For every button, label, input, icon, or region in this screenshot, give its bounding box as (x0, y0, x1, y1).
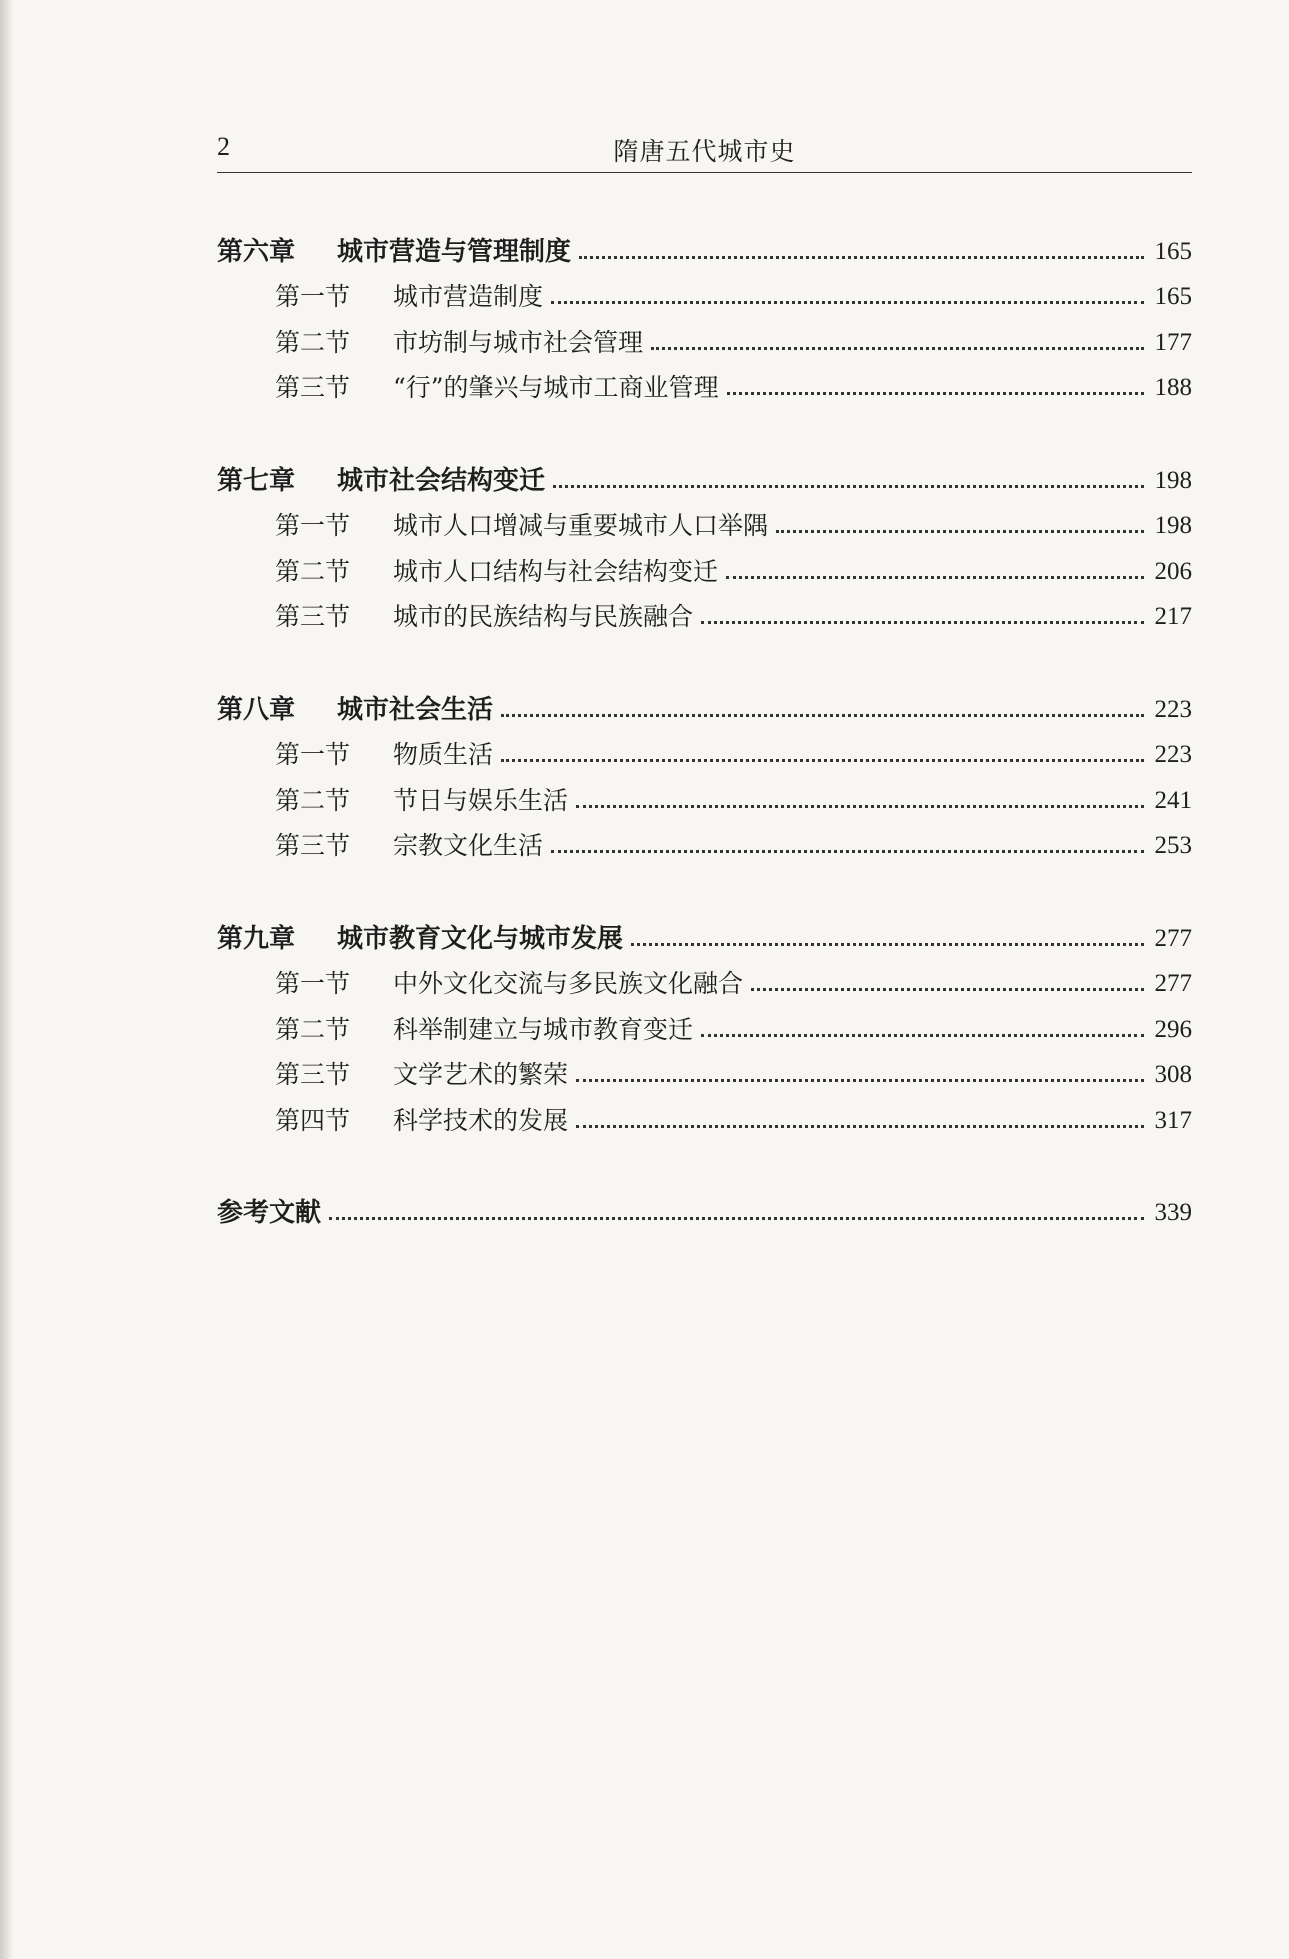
dot-leader (631, 942, 1144, 946)
section-number: 第三节 (275, 831, 351, 860)
chapter-spacer (217, 405, 1192, 452)
chapter-title: 参考文献 (217, 1198, 322, 1228)
chapter-number: 第九章 (217, 923, 296, 954)
toc-section-entry[interactable] (217, 772, 1192, 818)
chapter-title: 城市营造与管理制度 (337, 236, 572, 267)
section-title: 市坊制与城市社会管理 (393, 327, 644, 357)
chapter-number: 第七章 (217, 465, 296, 496)
dot-leader (329, 1216, 1144, 1220)
section-page-number: 198 (1154, 512, 1192, 539)
chapter-page-number: 277 (1154, 924, 1192, 952)
dot-leader (776, 529, 1144, 533)
section-title: 科举制建立与城市教育变迁 (393, 1014, 694, 1044)
section-title: “行”的肇兴与城市工商业管理 (393, 373, 719, 402)
dot-leader (576, 1078, 1144, 1082)
dot-leader (501, 713, 1144, 717)
dot-leader (553, 484, 1144, 488)
section-number: 第四节 (275, 1105, 351, 1135)
toc-section-entry[interactable] (217, 727, 1192, 773)
toc-chapter-entry[interactable] (217, 910, 1192, 956)
toc-section-entry[interactable] (217, 956, 1192, 1002)
section-number: 第一节 (275, 740, 351, 769)
dot-leader (579, 255, 1144, 259)
chapter-number: 第六章 (217, 236, 296, 267)
chapter-page-number: 223 (1154, 695, 1192, 723)
section-page-number: 177 (1154, 328, 1192, 356)
chapter-spacer (217, 634, 1192, 681)
section-page-number: 206 (1154, 557, 1192, 585)
section-number: 第二节 (275, 327, 351, 357)
chapter-spacer (217, 863, 1192, 910)
running-header (217, 128, 1192, 173)
section-page-number: 253 (1154, 832, 1192, 859)
section-number: 第三节 (275, 602, 351, 631)
toc-section-entry[interactable] (217, 1047, 1192, 1093)
section-title: 物质生活 (393, 740, 494, 769)
section-title: 城市营造制度 (393, 282, 544, 311)
section-number: 第一节 (275, 511, 351, 540)
dot-leader (701, 1033, 1144, 1037)
chapter-title: 城市社会生活 (337, 694, 494, 725)
section-page-number: 296 (1154, 1015, 1192, 1043)
toc-section-entry[interactable] (217, 1001, 1192, 1047)
toc-chapter-entry[interactable] (217, 223, 1192, 269)
dot-leader (551, 849, 1144, 853)
toc-section-entry[interactable] (217, 543, 1192, 589)
section-page-number: 277 (1154, 970, 1192, 997)
dot-leader (576, 1124, 1144, 1128)
chapter-title: 城市社会结构变迁 (337, 465, 546, 496)
section-number: 第三节 (275, 373, 351, 402)
section-title: 节日与娱乐生活 (393, 785, 569, 815)
section-title: 科学技术的发展 (393, 1105, 569, 1135)
chapter-page-number: 198 (1154, 466, 1192, 494)
section-page-number: 308 (1154, 1061, 1192, 1088)
section-page-number: 317 (1154, 1106, 1192, 1134)
section-page-number: 165 (1154, 283, 1192, 310)
section-number: 第二节 (275, 556, 351, 586)
toc-chapter (217, 223, 1192, 405)
dot-leader (751, 987, 1144, 991)
toc-section-entry[interactable] (217, 498, 1192, 544)
section-title: 城市的民族结构与民族融合 (393, 602, 694, 631)
toc-section-entry[interactable] (217, 269, 1192, 315)
section-page-number: 241 (1154, 786, 1192, 814)
toc-chapter (217, 1185, 1192, 1231)
toc-section-entry[interactable] (217, 589, 1192, 635)
toc-chapter-entry[interactable] (217, 1185, 1192, 1231)
chapter-title: 城市教育文化与城市发展 (337, 923, 624, 954)
header-book-title: 隋唐五代城市史 (613, 137, 796, 166)
section-title: 文学艺术的繁荣 (393, 1060, 569, 1089)
section-title: 中外文化交流与多民族文化融合 (393, 969, 744, 998)
toc-chapter-entry[interactable] (217, 681, 1192, 727)
toc-section-entry[interactable] (217, 360, 1192, 406)
chapter-number: 第八章 (217, 694, 296, 725)
dot-leader (551, 300, 1144, 304)
section-page-number: 223 (1154, 741, 1192, 768)
dot-leader (576, 804, 1144, 808)
toc-chapter (217, 452, 1192, 634)
section-title: 城市人口增减与重要城市人口举隅 (393, 511, 769, 540)
toc-chapter-entry[interactable] (217, 452, 1192, 498)
header-page-number: 2 (217, 132, 230, 161)
page-gutter-shadow (0, 0, 14, 1959)
toc-section-entry[interactable] (217, 818, 1192, 864)
section-title: 城市人口结构与社会结构变迁 (393, 556, 719, 586)
section-number: 第二节 (275, 785, 351, 815)
toc-chapter (217, 681, 1192, 863)
dot-leader (501, 758, 1144, 762)
section-number: 第一节 (275, 969, 351, 998)
dot-leader (726, 575, 1144, 579)
section-title: 宗教文化生活 (393, 831, 544, 860)
table-of-contents (217, 223, 1192, 1230)
toc-section-entry[interactable] (217, 314, 1192, 360)
chapter-page-number: 165 (1154, 237, 1192, 265)
section-page-number: 217 (1154, 603, 1192, 630)
chapter-page-number: 339 (1154, 1199, 1192, 1226)
section-number: 第三节 (275, 1060, 351, 1089)
section-number: 第一节 (275, 282, 351, 311)
toc-section-entry[interactable] (217, 1092, 1192, 1138)
chapter-spacer (217, 1138, 1192, 1185)
section-number: 第二节 (275, 1014, 351, 1044)
toc-chapter (217, 910, 1192, 1138)
section-page-number: 188 (1154, 374, 1192, 401)
dot-leader (651, 346, 1144, 350)
dot-leader (701, 620, 1144, 624)
dot-leader (727, 391, 1144, 395)
